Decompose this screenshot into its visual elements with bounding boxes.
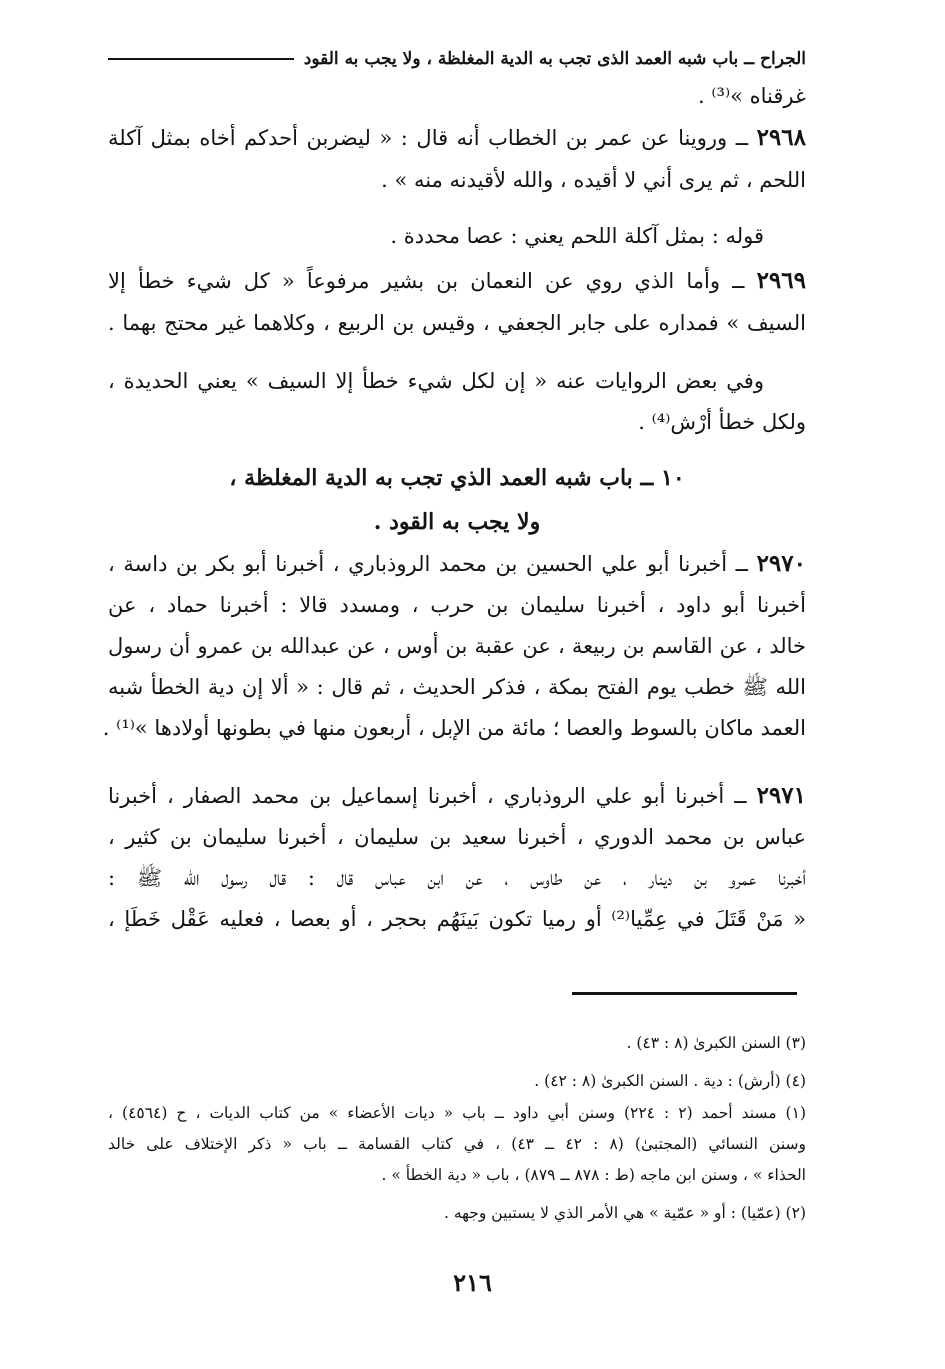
footnote-1-line-1: (١) مسند أحمد (٢ : ٢٢٤) وسنن أبي داود ــ باب « ديات الأعضاء » من كتاب الديات ، ح (٤٥٦٤) ، [108, 1104, 806, 1122]
hadith-number-2971: ٢٩٧١ [756, 782, 806, 809]
hadith-2969-line-1 [108, 261, 806, 301]
chapter-heading-line-1: ١٠ ــ باب شبه العمد الذي تجب به الدية المغلظة ، [229, 465, 685, 491]
hadith-2970-line-4: الله ﷺ خطب يوم الفتح بمكة ، فذكر الحديث ، ثم قال : « ألا إن دية الخطأ شبه [108, 675, 806, 699]
footnote-3: (٣) السنن الكبرىٰ (٨ : ٤٣) . [626, 1034, 806, 1052]
hadith-2969-text-1: ــ وأما الذي روي عن النعمان بن بشير مرفوعاً « كل شيء خطأ إلا [108, 269, 745, 293]
hadith-number-2970: ٢٩٧٠ [756, 550, 806, 577]
footnote-rule [572, 992, 797, 995]
continuation-line: غرقناه »⁽³⁾ . [698, 84, 806, 108]
hadith-2970-text-1: ــ أخبرنا أبو علي الحسين بن محمد الروذباري ، أخبرنا أبو بكر بن داسة ، [108, 552, 748, 576]
hadith-2970-line-1 [108, 544, 806, 584]
hadith-number-2969: ٢٩٦٩ [756, 267, 806, 294]
hadith-2970-line-3: خالد ، عن القاسم بن ربيعة ، عن عقبة بن أوس ، عن عبدالله بن عمرو أن رسول [108, 634, 806, 658]
page-number: ٢١٦ [453, 1268, 492, 1297]
footnote-1-line-3: الحذاء » ، وسنن ابن ماجه (ط : ٨٧٨ ــ ٨٧٩) ، باب « دية الخطأ » . [381, 1166, 806, 1184]
chapter-heading-line-2: ولا يجب به القود . [373, 509, 541, 535]
header-rule [108, 58, 294, 60]
footnote-2: (٢) (عمّيا) : أو « عمّية » هي الأمر الذي لا يستبين وجهه . [443, 1204, 806, 1222]
hadith-2971-text-1: ــ أخبرنا أبو علي الروذباري ، أخبرنا إسماعيل بن محمد الصفار ، أخبرنا [108, 784, 747, 808]
running-header [108, 44, 806, 74]
hadith-2968-line-1 [108, 118, 806, 158]
hadith-number-2968: ٢٩٦٨ [756, 124, 806, 151]
hadith-2971-line-3: أخبرنا عمرو بن دينار ، عن طاوس ، عن ابن عباس قال : قال رسول الله ﷺ : [108, 866, 806, 890]
hadith-2971-line-2: عباس بن محمد الدوري ، أخبرنا سعيد بن سليمان ، أخبرنا سليمان بن كثير ، [108, 825, 806, 849]
footnote-1-line-2: وسنن النسائي (المجتبىٰ) (٨ : ٤٢ ــ ٤٣) ، في كتاب القسامة ــ باب « ذكر الإختلاف على خالد [108, 1135, 806, 1153]
variant-line-1: وفي بعض الروايات عنه « إن لكل شيء خطأ إلا السيف » يعني الحديدة ، [108, 369, 764, 393]
hadith-2968-line-2: اللحم ، ثم يرى أني لا أقيده ، والله لأقيدنه منه » . [381, 168, 806, 192]
hadith-2971-line-4: « مَنْ قَتَلَ في عِمِّيا⁽²⁾ أو رميا تكون بَينَهُم بحجر ، أو بعصا ، فعليه عَقْل خَطَإ ، [108, 907, 806, 931]
footnote-4: (٤) (أرش) : دية . السنن الكبرىٰ (٨ : ٤٢) . [534, 1072, 806, 1090]
hadith-2970-line-5: العمد ماكان بالسوط والعصا ؛ مائة من الإبل ، أربعون منها في بطونها أولادها »⁽¹⁾ . [102, 716, 806, 740]
gloss-line: قوله : بمثل آكلة اللحم يعني : عصا محددة . [390, 224, 764, 248]
variant-line-2: ولكل خطأ أرْش⁽⁴⁾ . [638, 410, 806, 434]
hadith-2971-line-1 [108, 776, 806, 816]
hadith-2969-line-2: السيف » فمداره على جابر الجعفي ، وقيس بن الربيع ، وكلاهما غير محتج بهما . [108, 311, 806, 335]
hadith-2968-text-1: ــ وروينا عن عمر بن الخطاب أنه قال : « ليضربن أحدكم أخاه بمثل آكلة [108, 126, 749, 150]
running-header-title: الجراح ــ باب شبه العمد الذى تجب به الدية المغلظة ، ولا يجب به القود [303, 49, 806, 69]
hadith-2970-line-2: أخبرنا أبو داود ، أخبرنا سليمان بن حرب ، ومسدد قالا : أخبرنا حماد ، عن [108, 593, 806, 617]
